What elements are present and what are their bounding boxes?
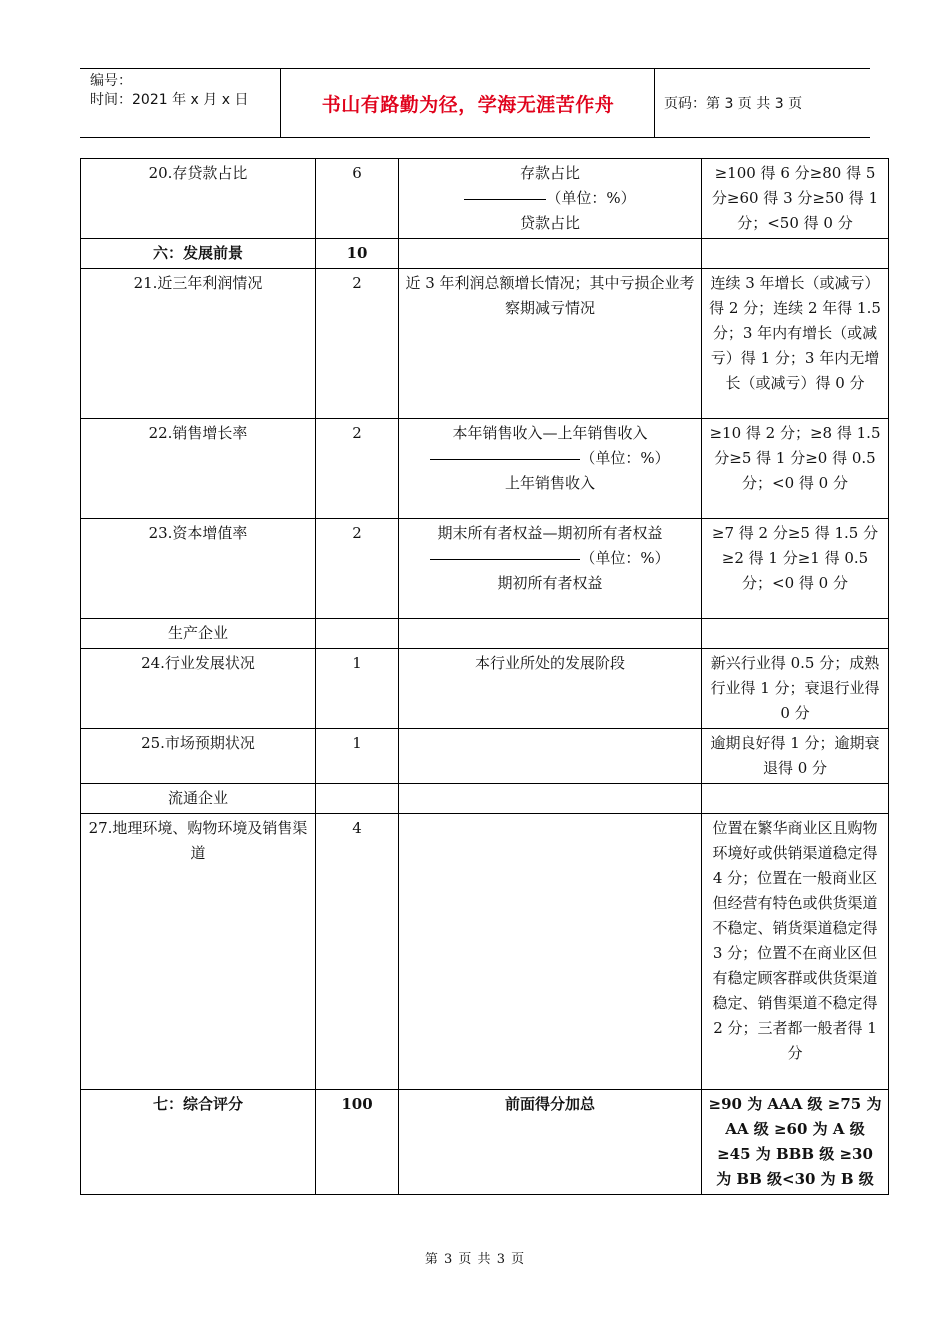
document-date: 时间：2021 年 x 月 x 日 [90,92,249,108]
formula-unit: （单位：%） [580,549,670,567]
item-name: 21.近三年利润情况 [81,269,316,419]
item-name: 25.市场预期状况 [81,729,316,784]
header-page-number: 页码：第 3 页 共 3 页 [664,96,803,112]
item-score: 1 [316,649,399,729]
section-rule: ≥90 为 AAA 级 ≥75 为 AA 级 ≥60 为 A 级 ≥45 为 BBB 级 ≥30 为 BB 级<30 为 B 级 [702,1090,889,1195]
empty-cell [316,784,399,814]
empty-cell [399,814,702,1090]
page-header [80,68,870,138]
subsection-title: 流通企业 [81,784,316,814]
item-rule: ≥10 得 2 分；≥8 得 1.5 分≥5 得 1 分≥0 得 0.5 分；<0 得 0 分 [702,419,889,519]
formula-unit: （单位：%） [580,449,670,467]
item-formula: 近 3 年利润总额增长情况；其中亏损企业考察期减亏情况 [399,269,702,419]
table-row [81,519,889,619]
item-name: 22.销售增长率 [81,419,316,519]
section-score: 10 [316,239,399,269]
item-formula: 本行业所处的发展阶段 [399,649,702,729]
page-footer: 第 3 页 共 3 页 [424,1252,526,1267]
item-rule: 连续 3 年增长（或减亏）得 2 分；连续 2 年得 1.5 分；3 年内有增长（或减亏）得 1 分；3 年内无增长（或减亏）得 0 分 [702,269,889,419]
item-score: 2 [316,269,399,419]
empty-cell [399,239,702,269]
item-score: 2 [316,419,399,519]
document-number: 编号： [90,73,132,89]
item-score: 1 [316,729,399,784]
item-formula [399,419,702,519]
item-score: 6 [316,159,399,239]
section-score: 100 [316,1090,399,1195]
item-score: 4 [316,814,399,1090]
item-score: 2 [316,519,399,619]
fraction-line [430,559,580,560]
item-name: 23.资本增值率 [81,519,316,619]
table-row [81,419,889,519]
subsection-title: 生产企业 [81,619,316,649]
formula-denominator: 贷款占比 [519,214,580,232]
item-rule: ≥7 得 2 分≥5 得 1.5 分≥2 得 1 分≥1 得 0.5 分；<0 得 0 分 [702,519,889,619]
section-row [81,1090,889,1195]
item-formula [399,159,702,239]
formula-fraction [405,186,695,211]
subsection-row [81,619,889,649]
empty-cell [316,619,399,649]
header-meta [80,69,281,137]
subsection-row [81,784,889,814]
empty-cell [702,239,889,269]
header-slogan: 书山有路勤为径，学海无涯苦作舟 [282,69,655,137]
empty-cell [702,619,889,649]
item-rule: ≥100 得 6 分≥80 得 5 分≥60 得 3 分≥50 得 1 分；<50 得 0 分 [702,159,889,239]
item-name: 24.行业发展状况 [81,649,316,729]
section-title: 七：综合评分 [81,1090,316,1195]
formula-denominator: 上年销售收入 [504,474,595,492]
formula-numerator: 期末所有者权益—期初所有者权益 [437,524,663,542]
item-name: 27.地理环境、购物环境及销售渠道 [81,814,316,1090]
item-rule: 新兴行业得 0.5 分；成熟行业得 1 分；衰退行业得 0 分 [702,649,889,729]
scoring-table [80,158,889,1195]
formula-fraction [405,546,695,571]
item-rule: 位置在繁华商业区且购物环境好或供销渠道稳定得 4 分；位置在一般商业区但经营有特色或供货渠道不稳定、销货渠道稳定得 3 分；位置不在商业区但有稳定顾客群或供货渠道稳定、销售渠道不稳定得 2 分；三者都一般者得 1 分 [702,814,889,1090]
section-formula: 前面得分加总 [399,1090,702,1195]
empty-cell [399,784,702,814]
empty-cell [399,729,702,784]
empty-cell [702,784,889,814]
fraction-line [430,459,580,460]
table-row [81,729,889,784]
formula-numerator: 本年销售收入—上年销售收入 [452,424,648,442]
fraction-line [464,199,546,200]
item-name: 20.存贷款占比 [81,159,316,239]
formula-fraction [405,446,695,471]
table-row [81,814,889,1090]
item-rule: 逾期良好得 1 分；逾期衰退得 0 分 [702,729,889,784]
formula-numerator: 存款占比 [519,164,580,182]
formula-denominator: 期初所有者权益 [497,574,603,592]
empty-cell [399,619,702,649]
item-formula [399,519,702,619]
formula-unit: （单位：%） [546,189,636,207]
section-row [81,239,889,269]
table-row [81,159,889,239]
section-title: 六：发展前景 [81,239,316,269]
table-row [81,649,889,729]
table-row [81,269,889,419]
